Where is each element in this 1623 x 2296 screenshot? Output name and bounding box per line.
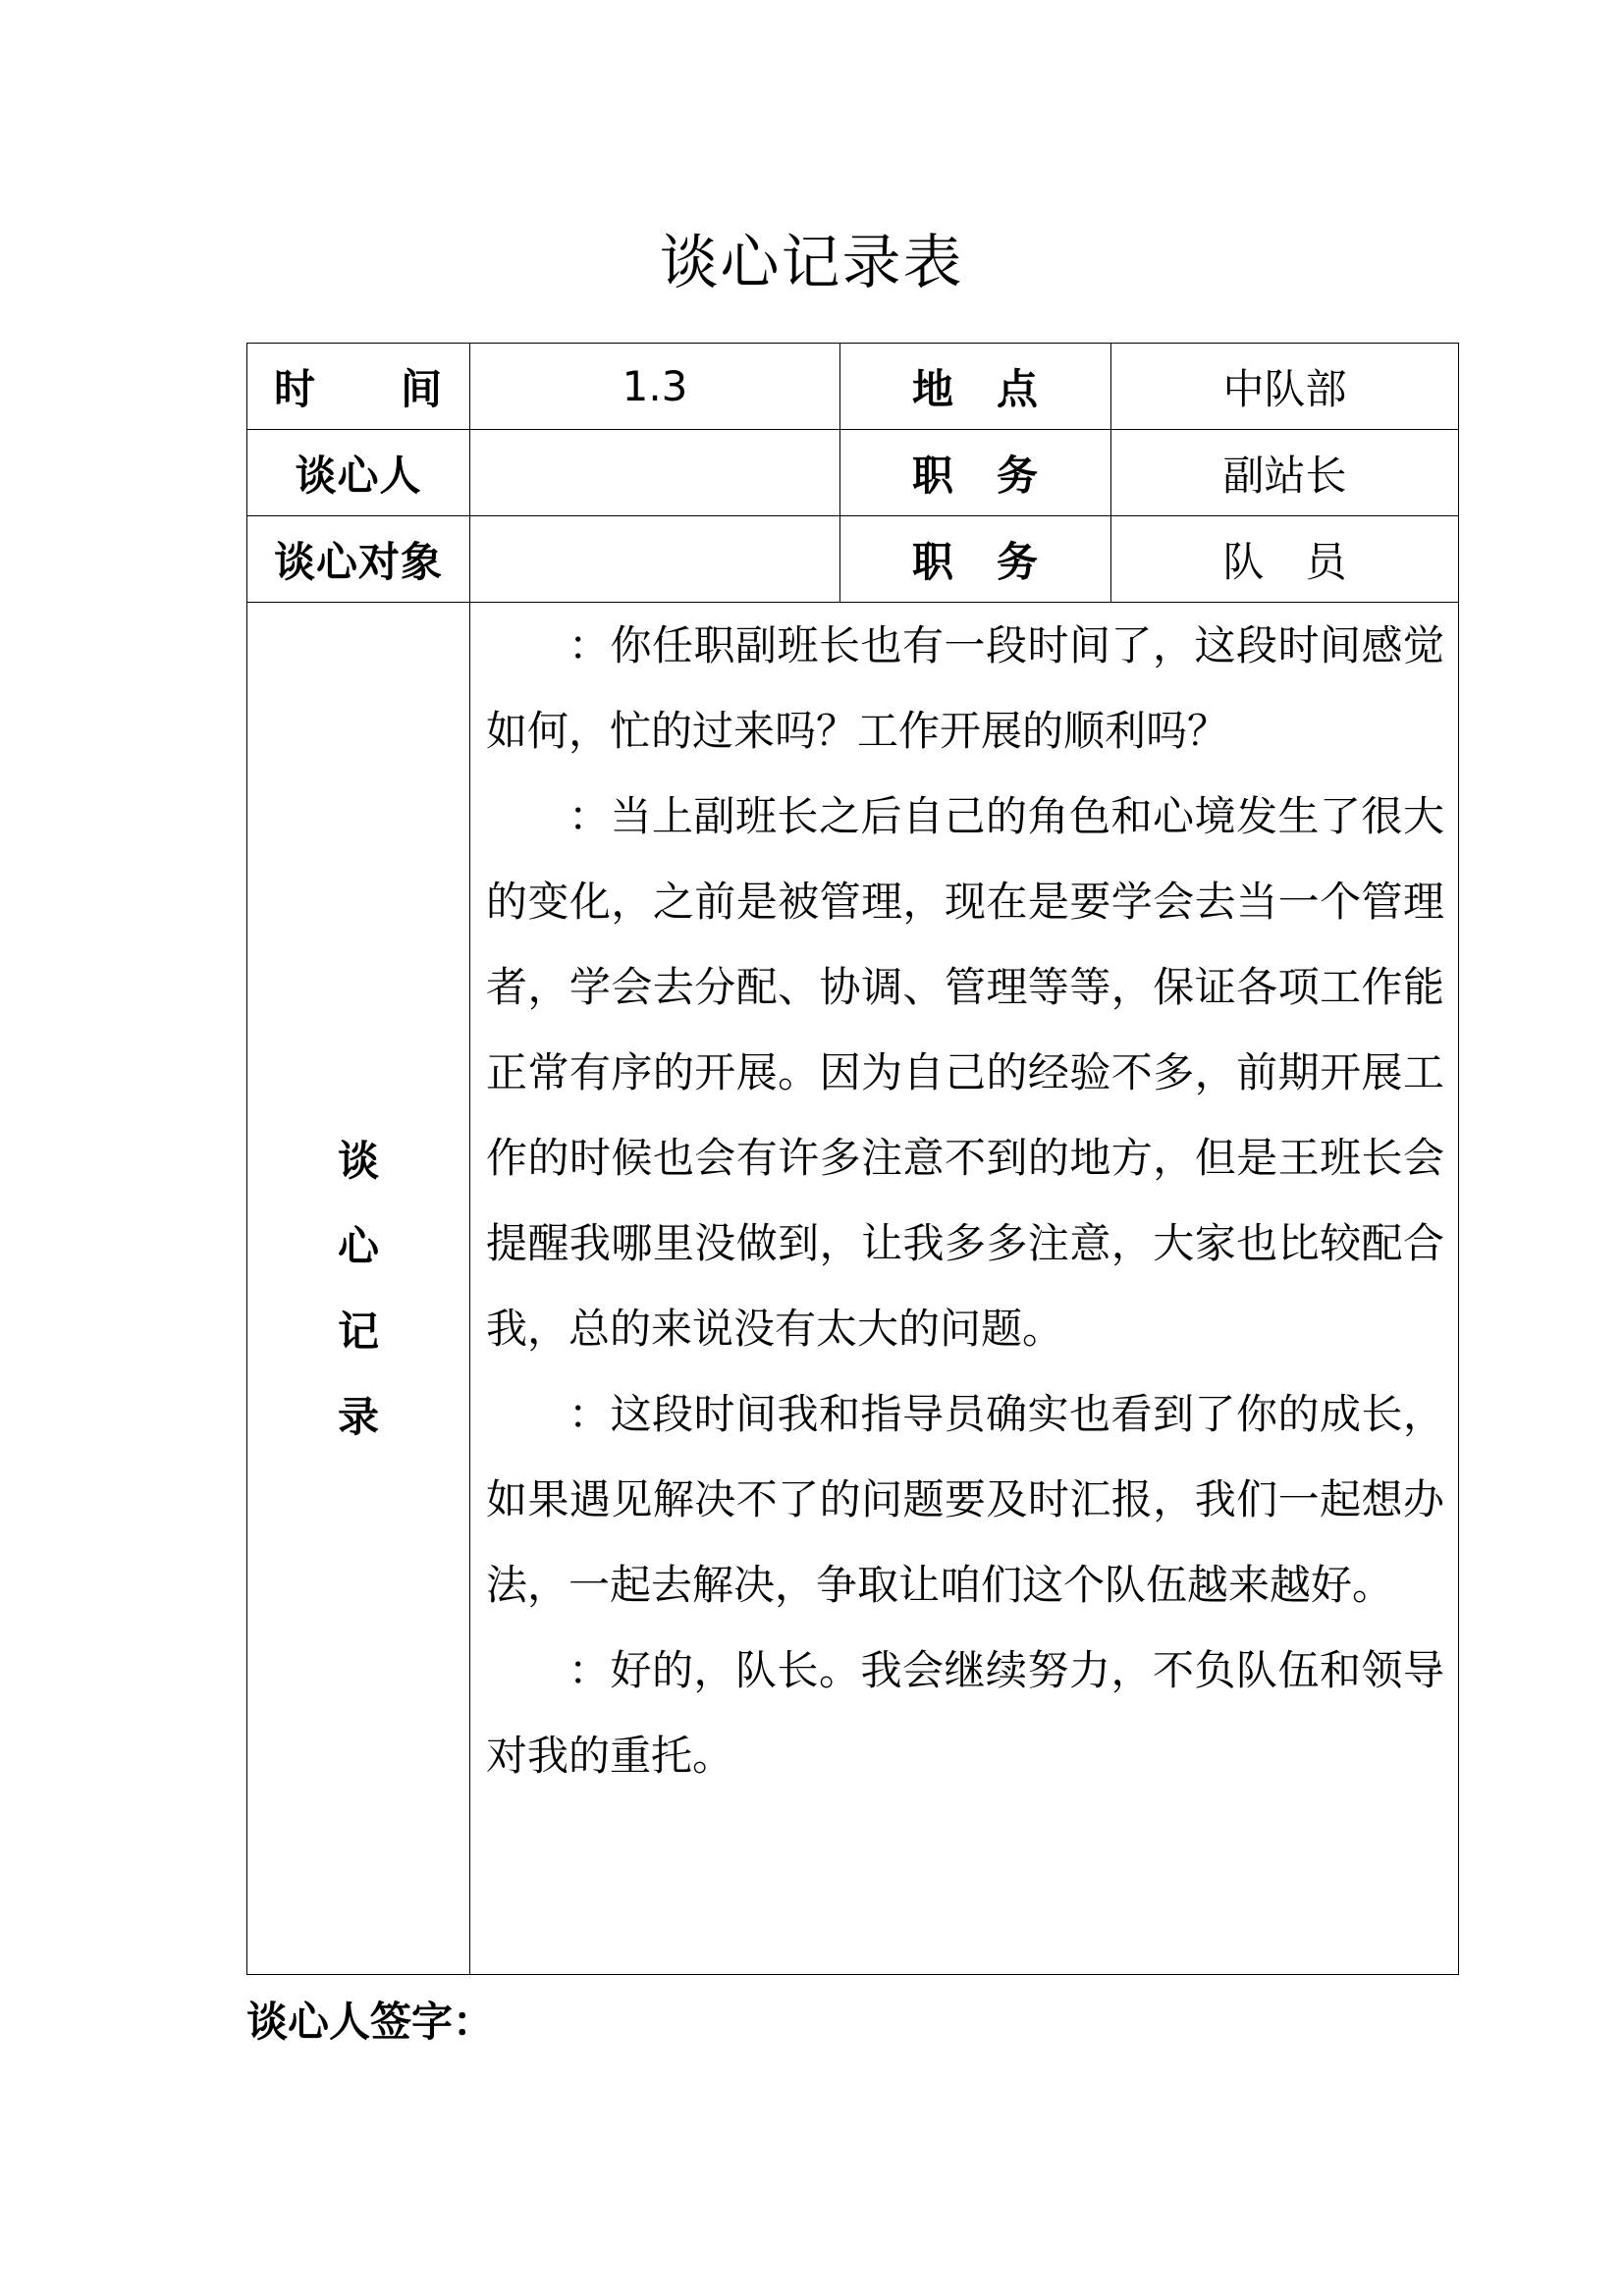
record-content	[470, 603, 1459, 1975]
talker-label: 谈心人	[247, 430, 470, 516]
time-value: 1.3	[470, 344, 840, 430]
record-label-char: 录	[337, 1392, 379, 1441]
talker-position-label: 职 务	[840, 430, 1111, 516]
target-label: 谈心对象	[247, 516, 470, 603]
record-label-char: 谈	[337, 1136, 379, 1185]
time-label: 时 间	[247, 344, 470, 430]
table-row-talker	[247, 430, 1459, 516]
record-label-char: 记	[337, 1307, 379, 1356]
talker-value	[470, 430, 840, 516]
target-value	[470, 516, 840, 603]
target-position-label: 职 务	[840, 516, 1111, 603]
record-paragraph: ：你任职副班长也有一段时间了，这段时间感觉如何，忙的过来吗？工作开展的顺利吗？	[486, 621, 1444, 755]
place-label: 地 点	[840, 344, 1111, 430]
talker-position-value: 副站长	[1111, 430, 1459, 516]
table-row-record	[247, 603, 1459, 1975]
record-paragraph: ：当上副班长之后自己的角色和心境发生了很大的变化，之前是被管理，现在是要学会去当一个管理者，学会去分配、协调、管理等等，保证各项工作能正常有序的开展。因为自己的经验不多，前期开展工作的时候也会有许多注意不到的地方，但是王班长会提醒我哪里没做到，让我多多注意，大家也比较配合我，总的来说没有太大的问题。	[486, 792, 1444, 1353]
record-paragraph: ：好的，队长。我会继续努力，不负队伍和领导对我的重托。	[486, 1646, 1444, 1780]
table-row-time	[247, 344, 1459, 430]
page-title: 谈心记录表	[659, 229, 964, 297]
place-value: 中队部	[1111, 344, 1459, 430]
record-label-char: 心	[337, 1221, 379, 1270]
record-paragraph: ：这段时间我和指导员确实也看到了你的成长，如果遇见解决不了的问题要及时汇报，我们一起想办法，一起去解决，争取让咱们这个队伍越来越好。	[486, 1390, 1444, 1609]
table-row-target	[247, 516, 1459, 603]
target-position-value: 队 员	[1111, 516, 1459, 603]
talk-record-table	[246, 343, 1459, 1975]
signature-label: 谈心人签字：	[246, 1998, 495, 2046]
record-label	[247, 603, 470, 1975]
